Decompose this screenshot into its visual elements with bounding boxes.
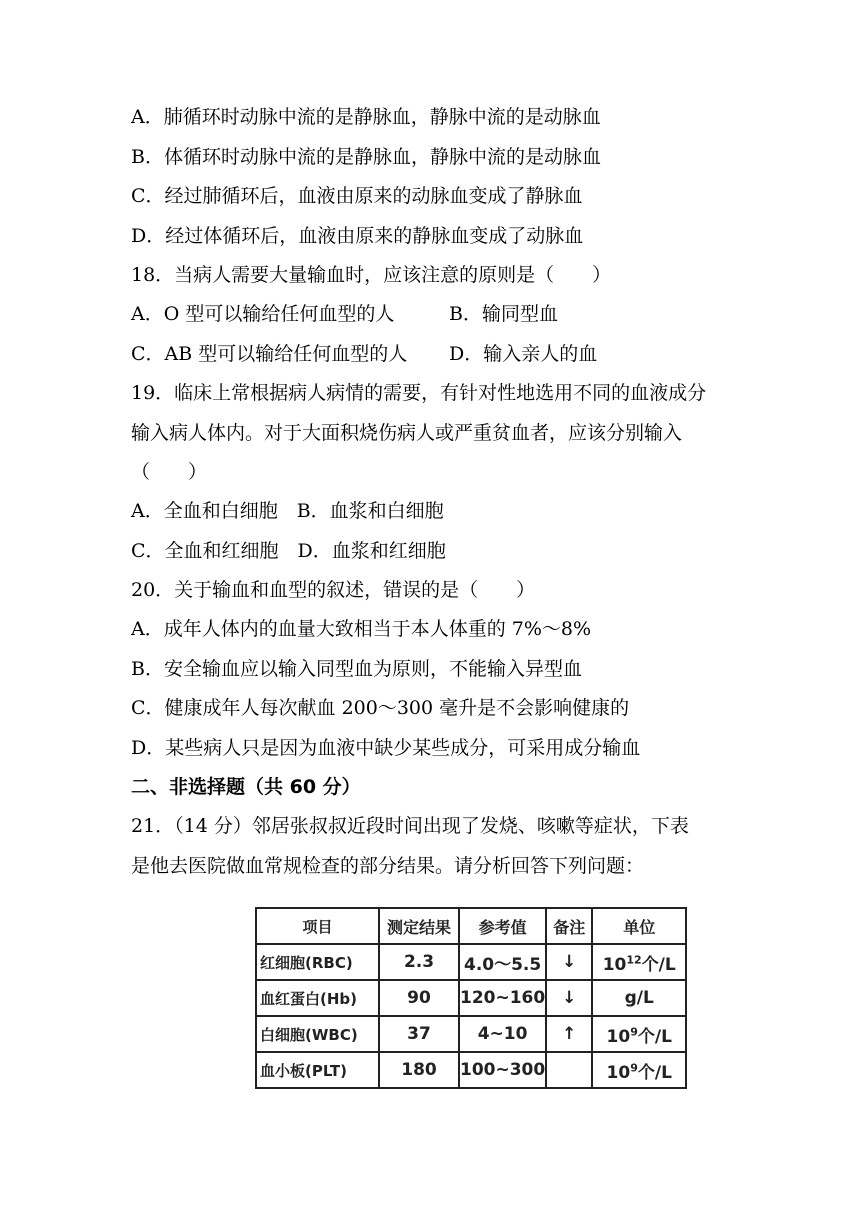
q18-options-row-2 [131, 342, 741, 366]
q19-stem-line-3: （ ） [131, 461, 208, 483]
q20-option-a: A．成年人体内的血量大致相当于本人体重的 7%～8% [131, 618, 592, 640]
unit-rest: 个/L [637, 1062, 672, 1083]
unit-base: g/L [624, 988, 654, 1008]
table-row [256, 980, 686, 1016]
unit-exponent: 12 [626, 952, 642, 966]
q19-options-row-2: C．全血和红细胞 D．血浆和红细胞 [131, 540, 446, 562]
row-unit [592, 980, 686, 1016]
q19-options-row-1: A．全血和白细胞 B．血浆和白细胞 [131, 500, 444, 522]
row-unit [592, 1052, 686, 1088]
q20-option-d: D．某些病人只是因为血液中缺少某些成分，可采用成分输血 [131, 737, 641, 759]
q19-stem-line-2: 输入病人体内。对于大面积烧伤病人或严重贫血者，应该分别输入 [131, 422, 683, 444]
table-row [256, 1016, 686, 1052]
q18-option-c: C．AB 型可以输给任何血型的人 [131, 343, 408, 365]
table-row [256, 944, 686, 980]
q18-options-row-1 [131, 302, 741, 326]
row-note-empty [546, 1052, 592, 1088]
header-note: 备注 [546, 908, 592, 944]
row-item: 血小板(PLT) [256, 1052, 379, 1088]
q21-stem-line-1: 21．（14 分）邻居张叔叔近段时间出现了发烧、咳嗽等症状，下表 [131, 815, 689, 837]
unit-exponent: 9 [630, 1024, 638, 1038]
q17-option-c: C．经过肺循环后，血液由原来的动脉血变成了静脉血 [131, 185, 583, 207]
unit-base: 10 [606, 1026, 631, 1047]
row-item: 白细胞(WBC) [256, 1016, 379, 1052]
row-reference: 100~300 [459, 1052, 546, 1088]
row-result: 2.3 [379, 944, 459, 980]
row-reference: 4.0～5.5 [459, 944, 546, 980]
q18-option-b: B．输同型血 [449, 303, 558, 325]
row-item: 血红蛋白(Hb) [256, 980, 379, 1016]
header-reference: 参考值 [459, 908, 546, 944]
table-row [256, 1052, 686, 1088]
q20-stem: 20．关于输血和血型的叙述，错误的是（ ） [131, 579, 536, 601]
row-reference: 4~10 [459, 1016, 546, 1052]
q21-stem-line-2: 是他去医院做血常规检查的部分结果。请分析回答下列问题： [131, 855, 645, 877]
row-unit [592, 944, 686, 980]
row-unit [592, 1016, 686, 1052]
unit-exponent: 9 [630, 1060, 638, 1074]
row-result: 37 [379, 1016, 459, 1052]
row-reference: 120~160 [459, 980, 546, 1016]
row-note-arrow: ↓ [546, 980, 592, 1016]
row-result: 90 [379, 980, 459, 1016]
q17-option-d: D．经过体循环后，血液由原来的静脉血变成了动脉血 [131, 225, 584, 247]
row-note-arrow: ↓ [546, 944, 592, 980]
q18-option-d: D．输入亲人的血 [449, 343, 598, 365]
q20-option-b: B．安全输血应以输入同型血为原则，不能输入异型血 [131, 658, 582, 680]
blood-test-table [255, 907, 687, 1089]
header-result: 测定结果 [379, 908, 459, 944]
table-header-row [256, 908, 686, 944]
q19-stem-line-1: 19．临床上常根据病人病情的需要，有针对性地选用不同的血液成分 [131, 382, 707, 404]
header-item: 项目 [256, 908, 379, 944]
q18-stem: 18．当病人需要大量输血时，应该注意的原则是（ ） [131, 264, 612, 286]
row-item: 红细胞(RBC) [256, 944, 379, 980]
section-title: 二、非选择题（共 60 分） [131, 776, 361, 798]
unit-rest: 个/L [637, 1026, 672, 1047]
q18-option-a: A．O 型可以输给任何血型的人 [131, 303, 395, 325]
unit-base: 10 [606, 1062, 631, 1083]
header-unit: 单位 [592, 908, 686, 944]
row-result: 180 [379, 1052, 459, 1088]
q20-option-c: C．健康成年人每次献血 200～300 毫升是不会影响健康的 [131, 697, 630, 719]
q17-option-b: B．体循环时动脉中流的是静脉血，静脉中流的是动脉血 [131, 146, 601, 168]
q17-option-a: A．肺循环时动脉中流的是静脉血，静脉中流的是动脉血 [131, 106, 601, 128]
row-note-arrow: ↑ [546, 1016, 592, 1052]
unit-rest: 个/L [641, 954, 676, 975]
unit-base: 10 [602, 954, 627, 975]
